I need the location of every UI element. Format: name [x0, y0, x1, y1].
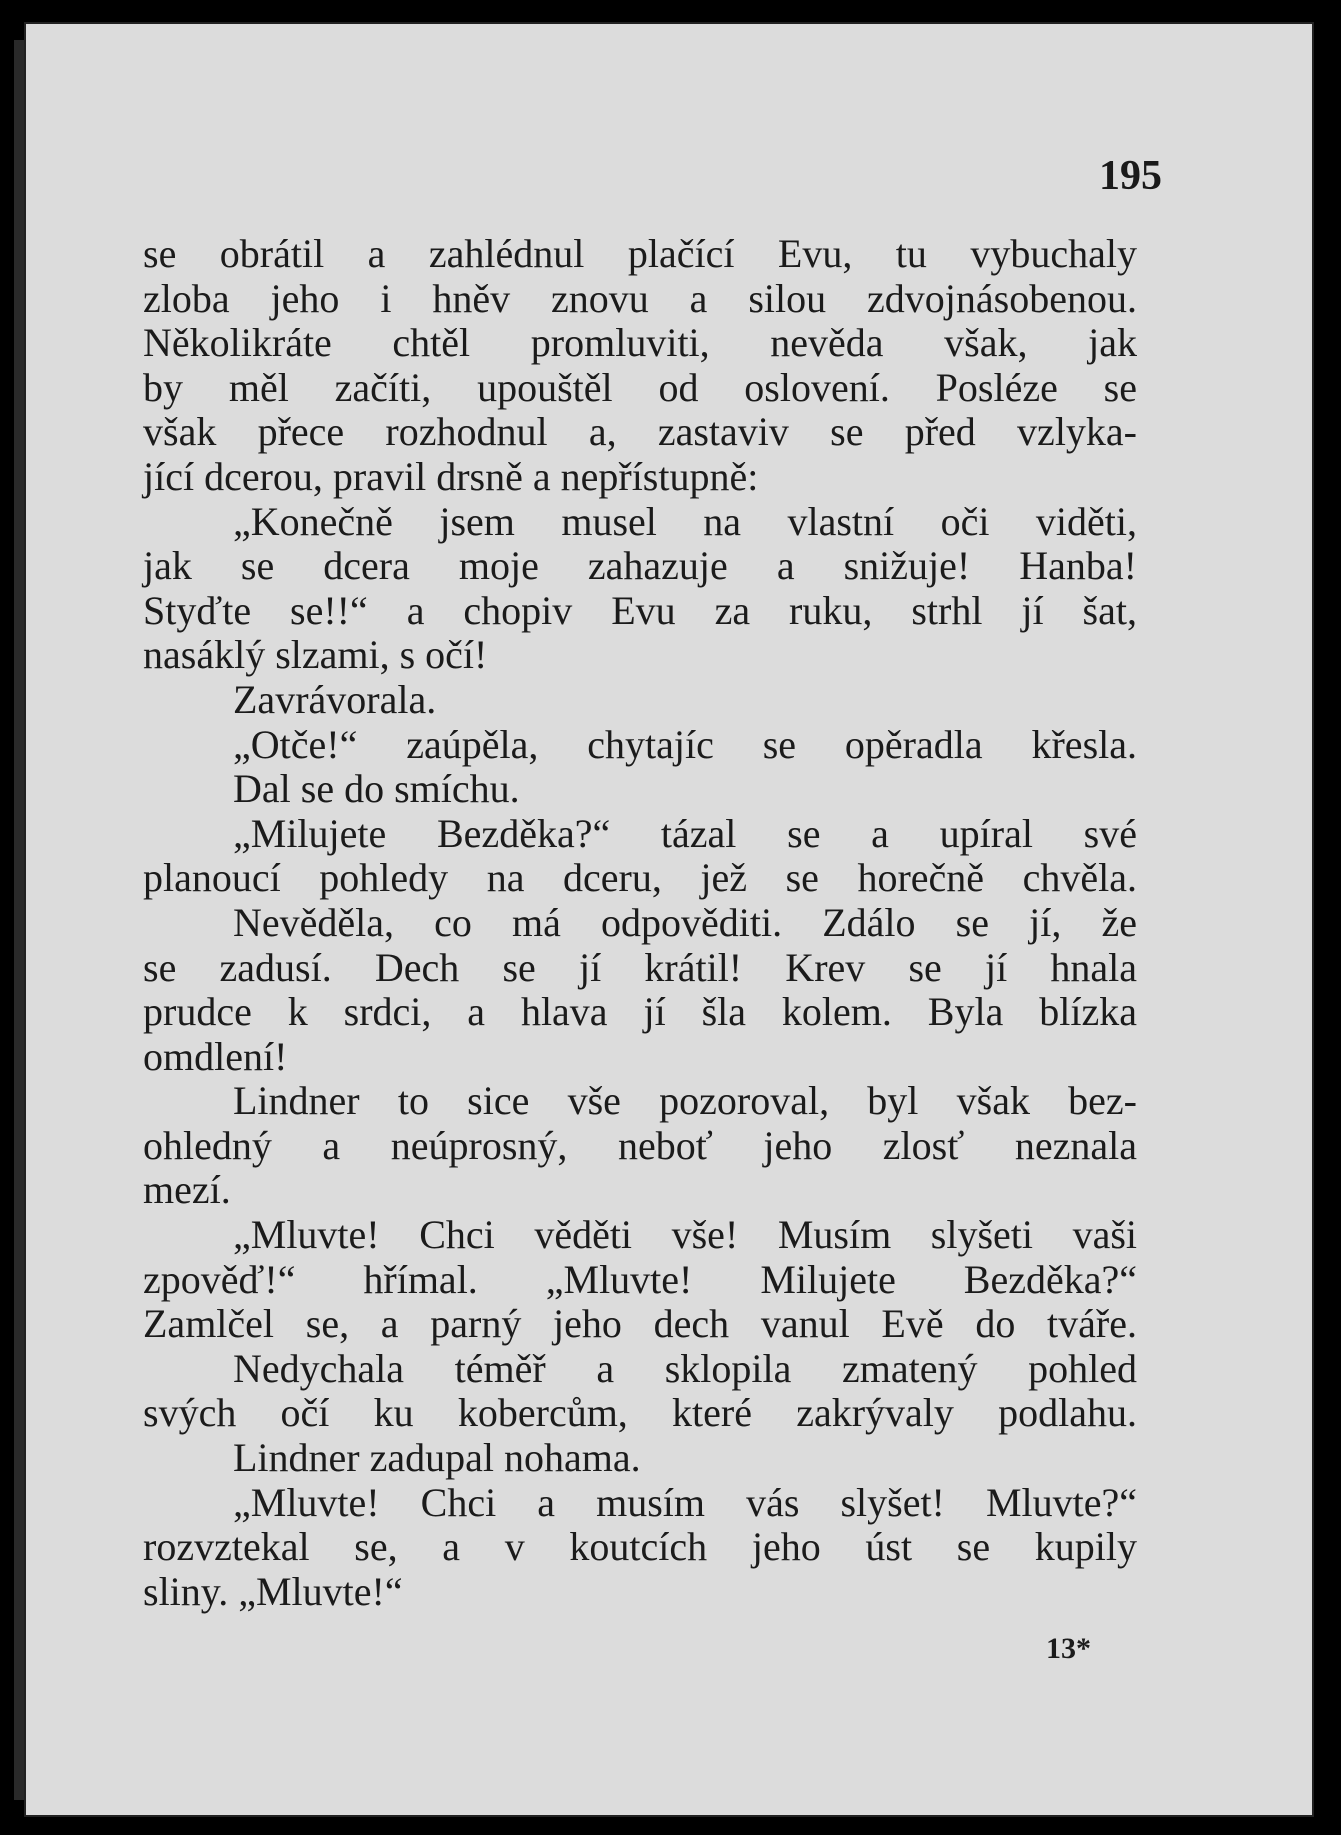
page-left-edge	[14, 40, 24, 1800]
text-line: Lindner zadupal nohama.	[233, 1435, 641, 1481]
text-line: ohledný a neúprosný, neboť jeho zlosť neznala	[143, 1122, 1137, 1168]
text-line: Styďte se!!“ a chopiv Evu za ruku, strhl jí šat,	[143, 587, 1137, 633]
text-line: „Mluvte! Chci věděti vše! Musím slyšeti vaši	[233, 1212, 1137, 1258]
text-line: však přece rozhodnul a, zastaviv se před vzlyka-	[143, 409, 1137, 455]
text-line: „Otče!“ zaúpěla, chytajíc se opěradla křesla.	[233, 721, 1137, 767]
text-line: planoucí pohledy na dceru, jež se horečně chvěla.	[143, 855, 1137, 901]
text-line: se zadusí. Dech se jí krátil! Krev se jí hnala	[143, 944, 1137, 990]
text-line: jící dcerou, pravil drsně a nepřístupně:	[143, 453, 759, 499]
text-line: Nedychala téměř a sklopila zmatený pohled	[233, 1345, 1137, 1391]
text-line: zloba jeho i hněv znovu a silou zdvojnásobenou.	[143, 275, 1137, 321]
text-line: nasáklý slzami, s očí!	[143, 632, 488, 678]
text-line: by měl začíti, upouštěl od oslovení. Posléze se	[143, 364, 1137, 410]
text-line: prudce k srdci, a hlava jí šla kolem. Byla blízka	[143, 989, 1137, 1035]
text-line: se obrátil a zahlédnul plačící Evu, tu vybuchaly	[143, 231, 1137, 276]
text-line: rozvztekal se, a v koutcích jeho úst se kupily	[143, 1524, 1137, 1570]
text-line: svých očí ku kobercům, které zakrývaly podlahu.	[143, 1390, 1137, 1436]
text-line: Zamlčel se, a parný jeho dech vanul Evě do tváře.	[143, 1301, 1137, 1347]
page-text	[143, 232, 1137, 1614]
text-line: Zavrávorala.	[233, 676, 437, 722]
text-line: sliny. „Mluvte!“	[143, 1568, 403, 1614]
text-line: zpověď!“ hřímal. „Mluvte! Milujete Bezděka?“	[143, 1256, 1137, 1302]
text-line: Nevěděla, co má odpověditi. Zdálo se jí, že	[233, 899, 1137, 945]
text-line: „Mluvte! Chci a musím vás slyšet! Mluvte?“	[233, 1479, 1137, 1525]
text-line: Několikráte chtěl promluviti, nevěda však, jak	[143, 320, 1137, 366]
page-number: 195	[1099, 153, 1162, 199]
text-line: Lindner to sice vše pozoroval, byl však bez-	[233, 1078, 1137, 1124]
text-line: jak se dcera moje zahazuje a snižuje! Hanba!	[143, 543, 1137, 589]
text-line: mezí.	[143, 1167, 231, 1213]
text-line: „Konečně jsem musel na vlastní oči viděti,	[233, 498, 1137, 544]
signature-mark: 13*	[1046, 1632, 1091, 1665]
text-line: omdlení!	[143, 1033, 288, 1079]
text-line: „Milujete Bezděka?“ tázal se a upíral své	[233, 810, 1137, 856]
text-line: Dal se do smíchu.	[233, 766, 520, 812]
